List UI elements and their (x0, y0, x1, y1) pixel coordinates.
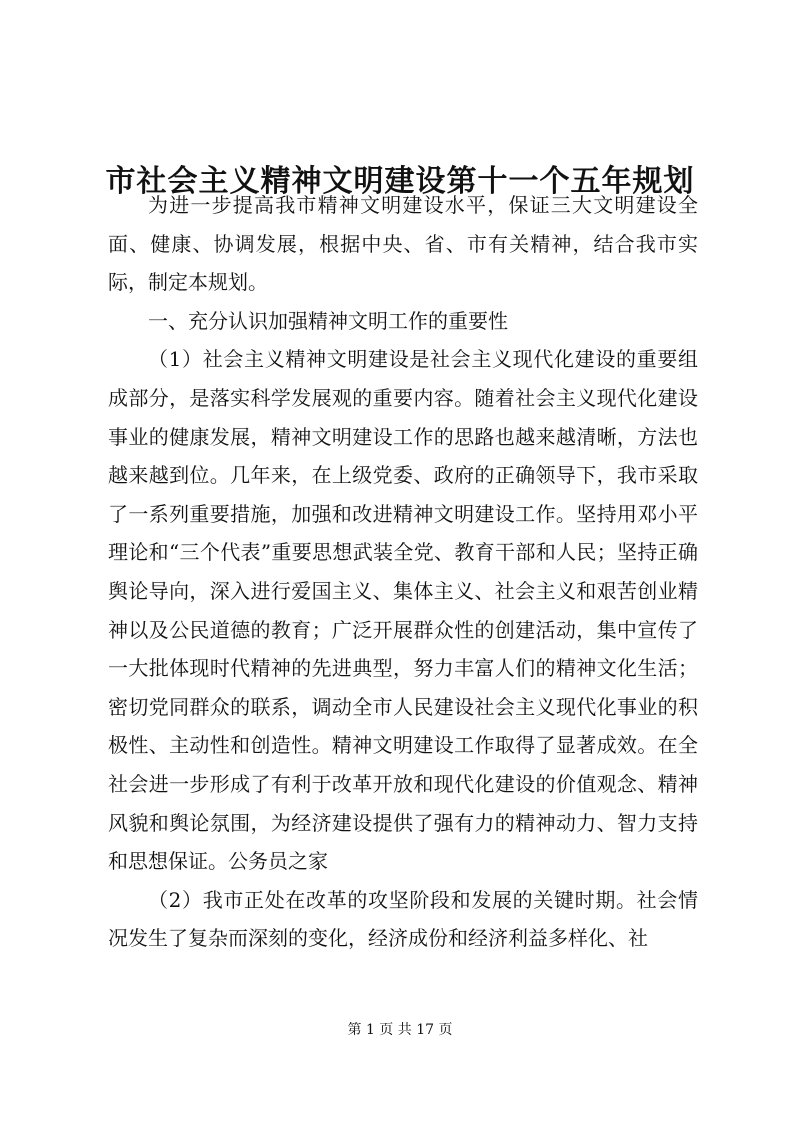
intro-paragraph: 为进一步提高我市精神文明建设水平，保证三大文明建设全面、健康、协调发展，根据中央、省、市有关精神，结合我市实际，制定本规划。 (108, 193, 698, 295)
page-footer: 第 1 页 共 17 页 (347, 1022, 453, 1038)
document-title: 市社会主义精神文明建设第十一个五年规划 (105, 164, 695, 200)
section-heading: 一、充分认识加强精神文明工作的重要性 (148, 308, 508, 333)
paragraph-item-2: （2）我市正处在改革的攻坚阶段和发展的关键时期。社会情况发生了复杂而深刻的变化，经济成份和经济利益多样化、社 (108, 887, 698, 951)
paragraph-item-1: （1）社会主义精神文明建设是社会主义现代化建设的重要组成部分，是落实科学发展观的重要内容。随着社会主义现代化建设事业的健康发展，精神文明建设工作的思路也越来越清晰，方法也越来越到位。几年来，在上级党委、政府的正确领导下，我市采取了一系列重要措施，加强和改进精神文明建设工作。坚持用邓小平理论和“三个代表”重要思想武装全党、教育干部和人民；坚持正确舆论导向，深入进行爱国主义、集体主义、社会主义和艰苦创业精神以及公民道德的教育；广泛开展群众性的创建活动，集中宣传了一大批体现时代精神的先进典型，努力丰富人们的精神文化生活；密切党同群众的联系，调动全市人民建设社会主义现代化事业的积极性、主动性和创造性。精神文明建设工作取得了显著成效。在全社会进一步形成了有利于改革开放和现代化建设的价值观念、精神风貌和舆论氛围，为经济建设提供了强有力的精神动力、智力支持和思想保证。公务员之家 (108, 347, 698, 874)
document-body (108, 186, 698, 958)
